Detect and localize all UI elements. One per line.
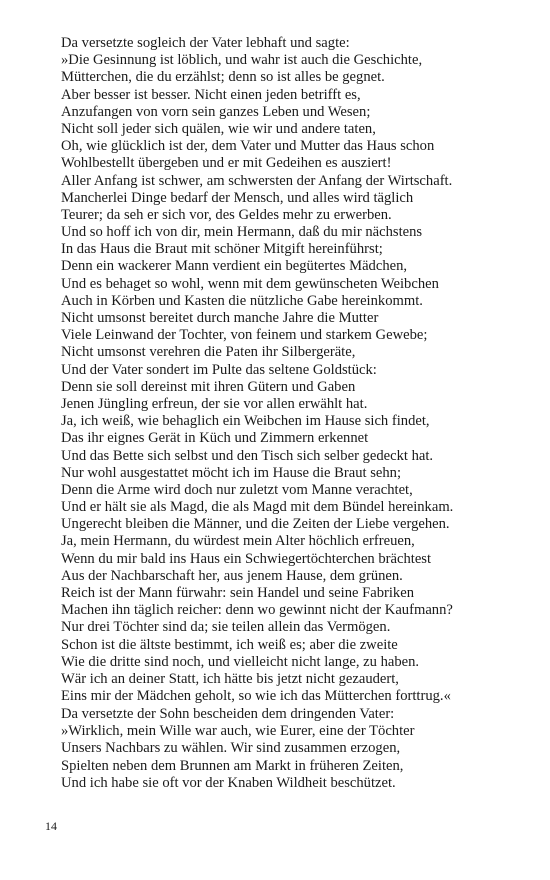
verse-line: Mancherlei Dinge bedarf der Mensch, und alles wird täglich [61, 189, 414, 206]
verse-line: Wär ich an deiner Statt, ich hätte bis jetzt nicht gezaudert, [61, 670, 399, 687]
verse-line: Machen ihn täglich reicher: denn wo gewinnt nicht der Kaufmann? [61, 602, 453, 619]
page-number: 14 [45, 819, 57, 833]
verse-stanza-1 [61, 35, 541, 705]
verse-line: Schon ist die ältste bestimmt, ich weiß es; aber die zweite [61, 636, 398, 653]
verse-line: Und der Vater sondert im Pulte das seltene Goldstück: [61, 361, 377, 378]
verse-line: Denn ein wackerer Mann verdient ein begütertes Mädchen, [61, 258, 408, 275]
verse-line: In das Haus die Braut mit schöner Mitgift hereinführst; [61, 241, 383, 258]
verse-line: Nicht umsonst bereitet durch manche Jahre die Mutter [61, 310, 379, 326]
verse-line: Und ich habe sie oft vor der Knaben Wildheit beschützet. [61, 774, 396, 791]
verse-line: Jenen Jüngling erfreun, der sie vor allen erwählt hat. [61, 395, 368, 412]
verse-line: Und das Bette sich selbst und den Tisch sich selber gedeckt hat. [61, 447, 434, 464]
verse-line: Da versetzte der Sohn bescheiden dem dringenden Vater: [61, 706, 395, 722]
verse-line: Spielten neben dem Brunnen am Markt in früheren Zeiten, [61, 757, 404, 774]
verse-line: Nur drei Töchter sind da; sie teilen allein das Vermögen. [61, 619, 391, 636]
verse-line: Wenn du mir bald ins Haus ein Schwiegertöchterchen brächtest [61, 550, 432, 567]
verse-line: Reich ist der Mann fürwahr: sein Handel und seine Fabriken [61, 585, 414, 601]
verse-stanza-2 [61, 706, 541, 792]
verse-line: Unsers Nachbars zu wählen. Wir sind zusammen erzogen, [61, 740, 401, 757]
verse-line: Mütterchen, die du erzählst; denn so ist alles be gegnet. [61, 69, 385, 86]
verse-line: Ja, ich weiß, wie behaglich ein Weibchen im Hause sich findet, [61, 413, 430, 430]
verse-line: Und so hoff ich von dir, mein Hermann, daß du mir nächstens [61, 224, 423, 241]
verse-line: Anzufangen von vorn sein ganzes Leben und Wesen; [61, 103, 371, 120]
verse-line: Ja, mein Hermann, du würdest mein Alter höchlich erfreuen, [61, 533, 415, 550]
verse-line: Teurer; da seh er sich vor, des Geldes mehr zu erwerben. [61, 206, 392, 223]
verse-line: Nicht soll jeder sich quälen, wie wir und andere taten, [61, 120, 376, 137]
verse-line: Nur wohl ausgestattet möcht ich im Hause die Braut sehn; [61, 464, 402, 481]
verse-line: Auch in Körben und Kasten die nützliche Gabe hereinkommt. [61, 292, 423, 309]
verse-line: Da versetzte sogleich der Vater lebhaft und sagte: [61, 35, 350, 51]
verse-line: Eins mir der Mädchen geholt, so wie ich das Mütterchen forttrug.« [61, 688, 451, 705]
verse-line: Und er hält sie als Magd, die als Magd mit dem Bündel hereinkam. [61, 499, 454, 516]
verse-line: Denn die Arme wird doch nur zuletzt vom Manne verachtet, [61, 481, 413, 498]
verse-line: Oh, wie glücklich ist der, dem Vater und Mutter das Haus schon [61, 138, 435, 155]
verse-line: »Die Gesinnung ist löblich, und wahr ist auch die Geschichte, [61, 52, 423, 69]
verse-line: Aber besser ist besser. Nicht einen jeden betrifft es, [61, 86, 361, 103]
verse-line: Wie die dritte sind noch, und vielleicht nicht lange, zu haben. [61, 653, 420, 670]
verse-line: Aus der Nachbarschaft her, aus jenem Hause, dem grünen. [61, 567, 403, 584]
verse-line: Das ihr eignes Gerät in Küch und Zimmern erkennet [61, 430, 369, 447]
verse-line: »Wirklich, mein Wille war auch, wie Eurer, eine der Töchter [61, 723, 415, 740]
verse-line: Viele Leinwand der Tochter, von feinem und starkem Gewebe; [61, 327, 428, 344]
verse-line: Wohlbestellt übergeben und er mit Gedeihen es ausziert! [61, 155, 392, 172]
verse-line: Aller Anfang ist schwer, am schwersten der Anfang der Wirtschaft. [61, 172, 453, 189]
verse-line: Nicht umsonst verehren die Paten ihr Silbergeräte, [61, 344, 356, 361]
verse-line: Denn sie soll dereinst mit ihren Gütern und Gaben [61, 378, 356, 395]
verse-line: Ungerecht bleiben die Männer, und die Zeiten der Liebe vergehen. [61, 516, 450, 533]
verse-line: Und es behaget so wohl, wenn mit dem gewünscheten Weibchen [61, 275, 439, 292]
